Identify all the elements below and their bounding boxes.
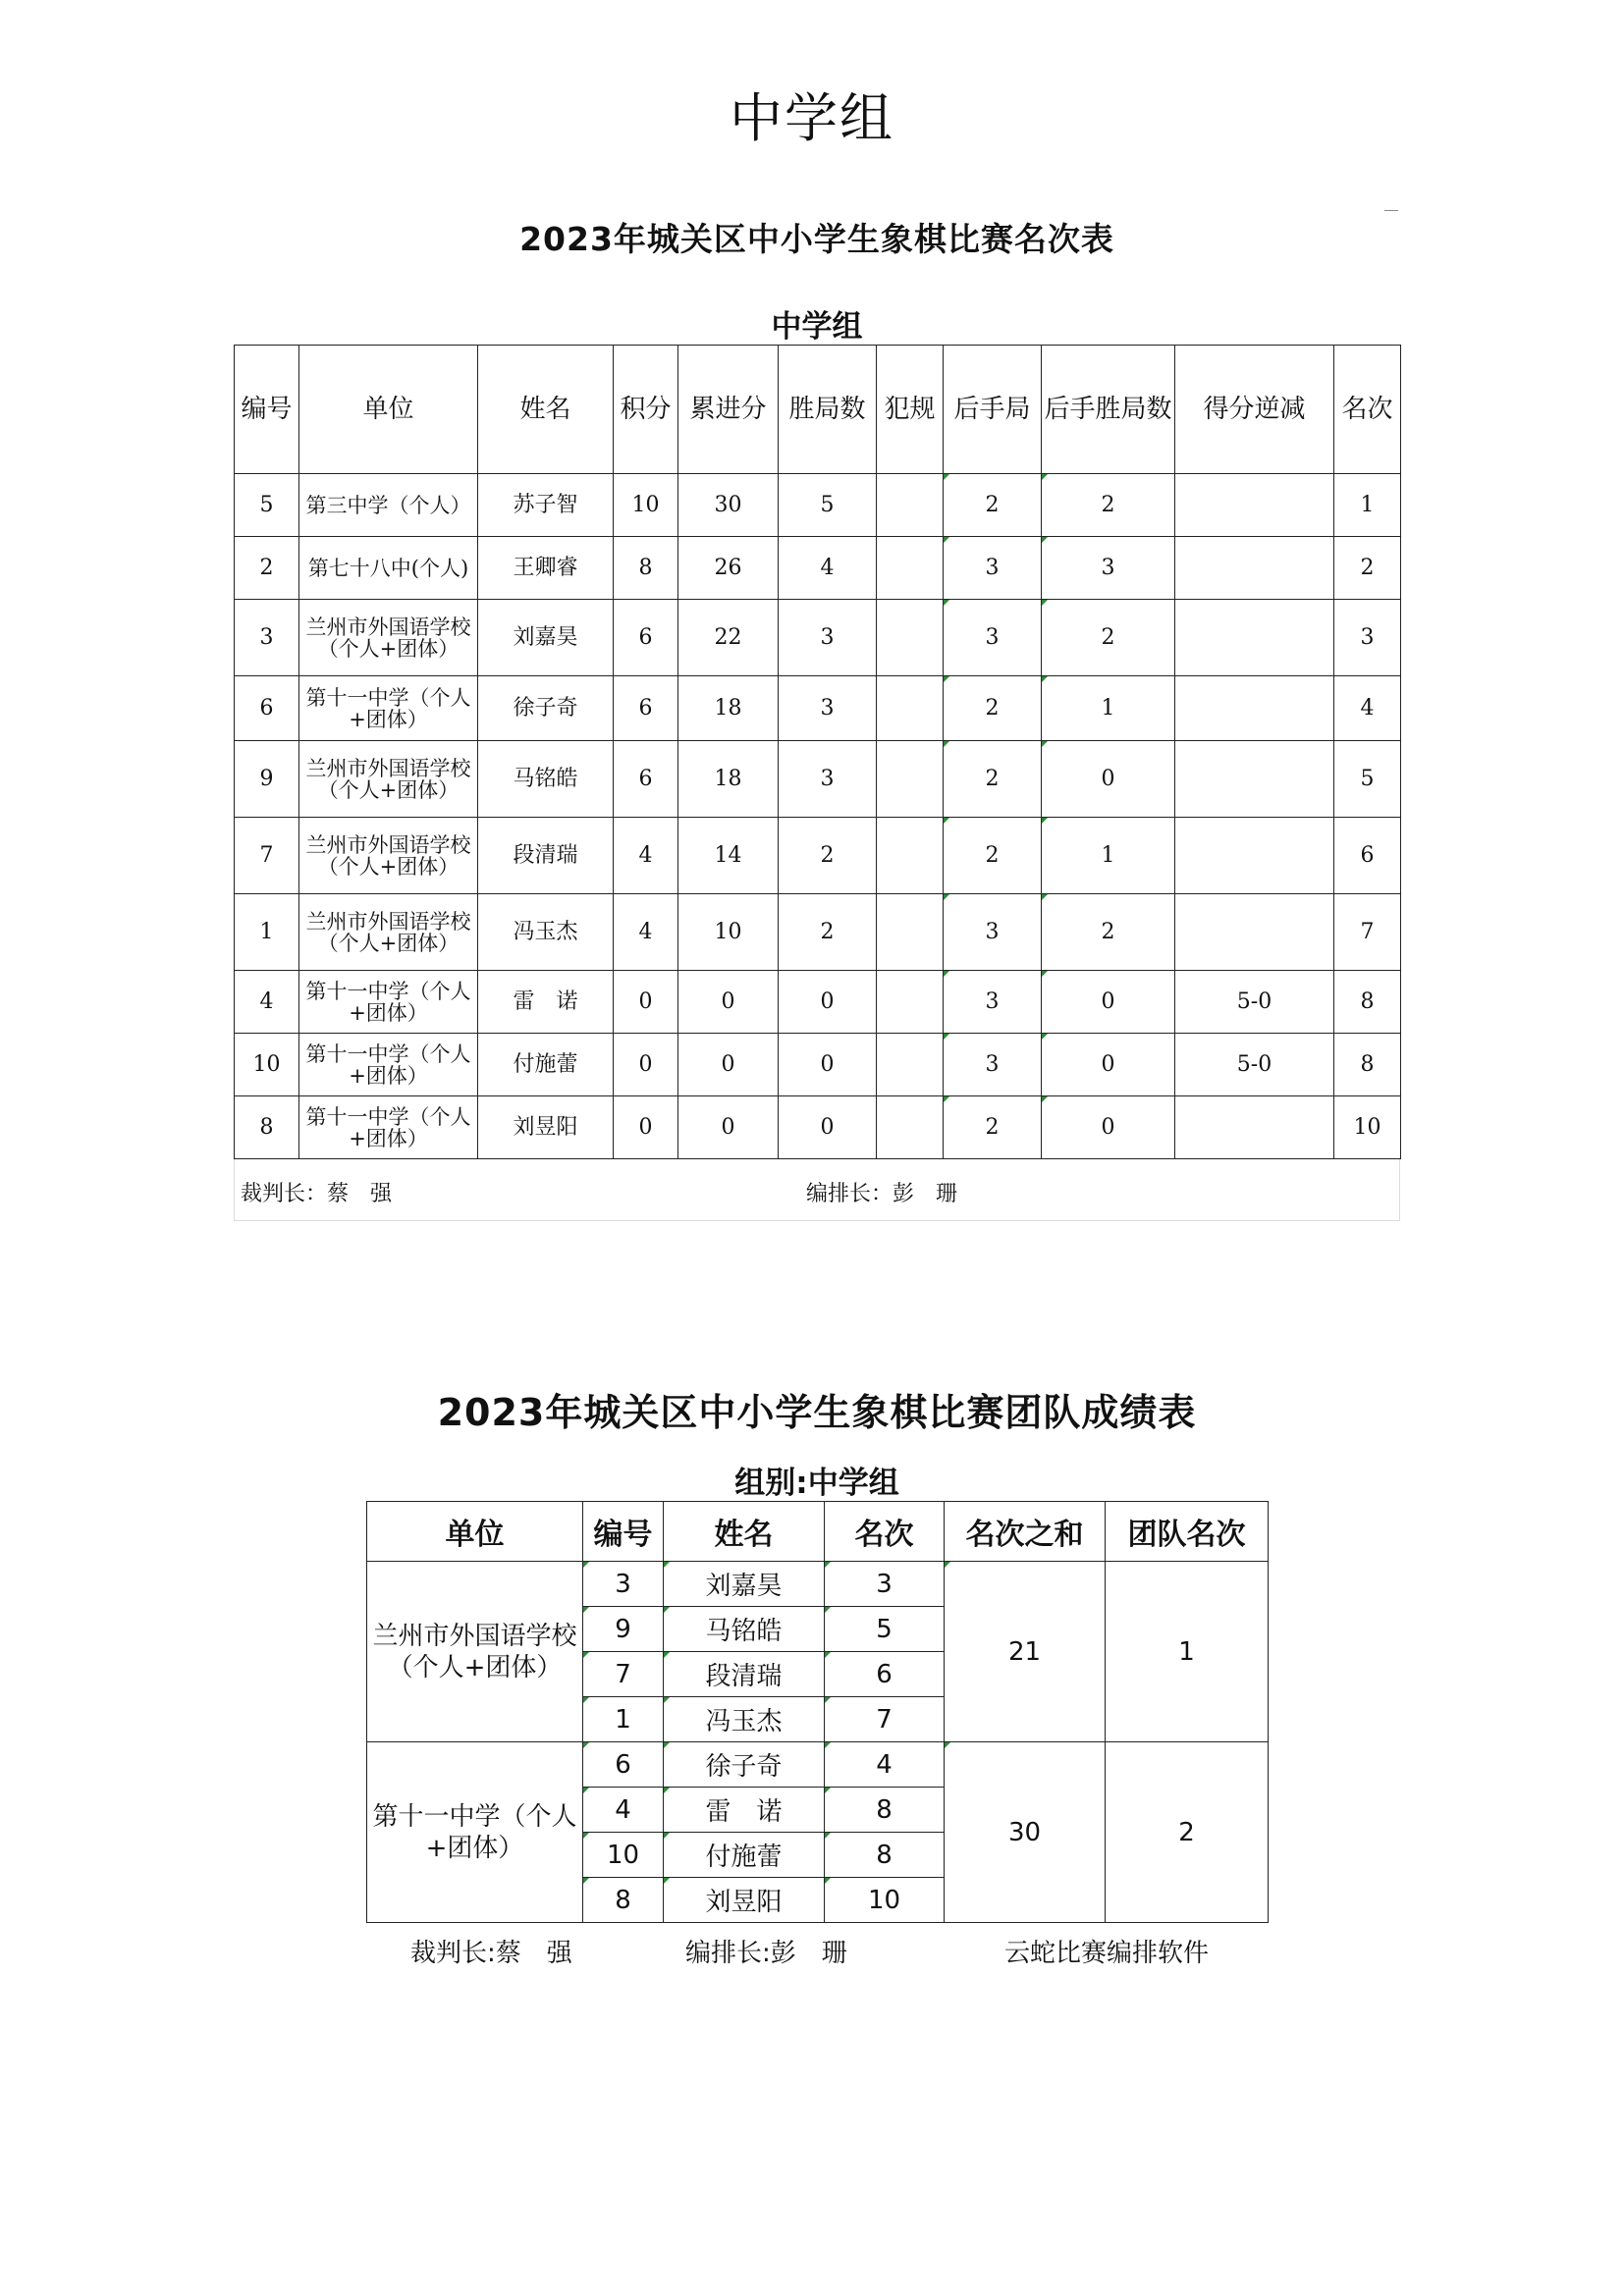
member-rank: 5: [825, 1607, 945, 1652]
rank-cell-name: 徐子奇: [478, 676, 614, 741]
header-cell: 单位: [367, 1502, 583, 1562]
rank-cell-wins: 0: [779, 971, 877, 1034]
rank-cell-reverse: [1175, 474, 1334, 537]
rank-cell-score: 8: [614, 537, 678, 600]
rank-cell-name: 冯玉杰: [478, 894, 614, 971]
rank-cell-score: 6: [614, 600, 678, 676]
rank-cell-reverse: [1175, 676, 1334, 741]
rank-cell-reverse: 5-0: [1175, 1034, 1334, 1096]
rank-row: [235, 818, 1401, 894]
team-table-title: 2023年城关区中小学生象棋比赛团队成绩表: [437, 1391, 1197, 1434]
rank-cell-name: 王卿睿: [478, 537, 614, 600]
rank-cell-reverse: [1175, 537, 1334, 600]
rank-cell-black: 3: [944, 894, 1042, 971]
rank-cell-wins: 2: [779, 818, 877, 894]
rank-cell-black-wins: 0: [1042, 971, 1175, 1034]
rank-cell-reverse: [1175, 818, 1334, 894]
rank-cell-score: 4: [614, 894, 678, 971]
header-cell: 犯规: [877, 346, 944, 474]
rank-cell-cum: 18: [678, 676, 779, 741]
header-cell: 得分逆减: [1175, 346, 1334, 474]
member-rank: 10: [825, 1878, 945, 1923]
rank-table: [234, 345, 1401, 1159]
rank-cell-unit: 第十一中学（个人+团体）: [299, 971, 478, 1034]
member-name: 徐子奇: [664, 1742, 825, 1788]
rank-cell-score: 0: [614, 971, 678, 1034]
rank-table-title: 2023年城关区中小学生象棋比赛名次表: [519, 220, 1114, 258]
rank-cell-foul: [877, 894, 944, 971]
rank-cell-cum: 30: [678, 474, 779, 537]
member-no: 1: [583, 1697, 664, 1742]
member-name: 马铭皓: [664, 1607, 825, 1652]
rank-cell-cum: 22: [678, 600, 779, 676]
rank-cell-wins: 3: [779, 741, 877, 818]
team-table-header-row: [367, 1502, 1269, 1562]
team-member-row: [367, 1562, 1269, 1607]
rank-cell-black-wins: 0: [1042, 741, 1175, 818]
rank-cell-rank: 1: [1334, 474, 1401, 537]
header-cell: 姓名: [664, 1502, 825, 1562]
member-name: 付施蕾: [664, 1833, 825, 1878]
rank-cell-score: 6: [614, 741, 678, 818]
team-rank-sum: 30: [945, 1742, 1106, 1923]
chief-arranger: 编排长：彭 珊: [806, 1182, 958, 1206]
rank-row: [235, 474, 1401, 537]
rank-cell-name: 苏子智: [478, 474, 614, 537]
member-name: 冯玉杰: [664, 1697, 825, 1742]
rank-cell-no: 9: [235, 741, 299, 818]
rank-cell-foul: [877, 474, 944, 537]
rank-cell-no: 10: [235, 1034, 299, 1096]
rank-cell-rank: 7: [1334, 894, 1401, 971]
rank-cell-name: 付施蕾: [478, 1034, 614, 1096]
rank-cell-reverse: [1175, 1096, 1334, 1159]
rank-cell-black: 2: [944, 474, 1042, 537]
rank-cell-foul: [877, 971, 944, 1034]
team-table-group: 组别:中学组: [734, 1466, 899, 1501]
rank-cell-black-wins: 1: [1042, 676, 1175, 741]
rank-cell-foul: [877, 741, 944, 818]
rank-cell-foul: [877, 1034, 944, 1096]
rank-table-group: 中学组: [771, 309, 863, 345]
rank-cell-no: 6: [235, 676, 299, 741]
rank-row: [235, 741, 1401, 818]
rank-cell-cum: 14: [678, 818, 779, 894]
rank-table-footer: [234, 1159, 1400, 1221]
header-cell: 后手局: [944, 346, 1042, 474]
rank-cell-score: 6: [614, 676, 678, 741]
chief-judge: 裁判长:蔡 强: [410, 1939, 572, 1968]
member-no: 10: [583, 1833, 664, 1878]
header-cell: 胜局数: [779, 346, 877, 474]
header-cell: 编号: [235, 346, 299, 474]
member-no: 8: [583, 1878, 664, 1923]
rank-cell-foul: [877, 600, 944, 676]
rank-cell-cum: 26: [678, 537, 779, 600]
rank-cell-no: 1: [235, 894, 299, 971]
rank-cell-rank: 10: [1334, 1096, 1401, 1159]
rank-cell-no: 7: [235, 818, 299, 894]
member-no: 9: [583, 1607, 664, 1652]
rank-cell-name: 马铭皓: [478, 741, 614, 818]
header-cell: 累进分: [678, 346, 779, 474]
rank-cell-black: 2: [944, 818, 1042, 894]
rank-cell-unit: 第十一中学（个人+团体）: [299, 676, 478, 741]
member-name: 刘嘉昊: [664, 1562, 825, 1607]
rank-cell-score: 4: [614, 818, 678, 894]
rank-cell-score: 10: [614, 474, 678, 537]
rank-cell-wins: 0: [779, 1096, 877, 1159]
header-cell: 单位: [299, 346, 478, 474]
member-rank: 6: [825, 1652, 945, 1697]
team-rank: 1: [1106, 1562, 1269, 1742]
team-rank: 2: [1106, 1742, 1269, 1923]
rank-cell-cum: 10: [678, 894, 779, 971]
rank-cell-cum: 18: [678, 741, 779, 818]
rank-row: [235, 1096, 1401, 1159]
rank-cell-unit: 兰州市外国语学校（个人+团体）: [299, 741, 478, 818]
rank-cell-reverse: [1175, 741, 1334, 818]
header-cell: 编号: [583, 1502, 664, 1562]
rank-cell-unit: 兰州市外国语学校（个人+团体）: [299, 894, 478, 971]
member-rank: 4: [825, 1742, 945, 1788]
rank-cell-black-wins: 0: [1042, 1096, 1175, 1159]
rank-cell-unit: 第七十八中(个人): [299, 537, 478, 600]
rank-cell-wins: 3: [779, 600, 877, 676]
rank-cell-rank: 8: [1334, 1034, 1401, 1096]
rank-row: [235, 537, 1401, 600]
rank-cell-no: 5: [235, 474, 299, 537]
rank-cell-foul: [877, 1096, 944, 1159]
rank-cell-no: 8: [235, 1096, 299, 1159]
rank-row: [235, 894, 1401, 971]
member-rank: 3: [825, 1562, 945, 1607]
rank-cell-cum: 0: [678, 1034, 779, 1096]
rank-cell-black: 3: [944, 1034, 1042, 1096]
team-table-body: [367, 1562, 1269, 1923]
rank-cell-no: 2: [235, 537, 299, 600]
member-name: 段清瑞: [664, 1652, 825, 1697]
member-name: 刘昱阳: [664, 1878, 825, 1923]
team-unit: 第十一中学（个人+团体）: [367, 1742, 583, 1923]
rank-cell-black: 3: [944, 600, 1042, 676]
header-cell: 名次: [825, 1502, 945, 1562]
rank-cell-cum: 0: [678, 971, 779, 1034]
page-title: 中学组: [730, 87, 894, 149]
rank-cell-reverse: 5-0: [1175, 971, 1334, 1034]
rank-row: [235, 1034, 1401, 1096]
rank-table-section: [234, 196, 1400, 1221]
rank-cell-name: 雷 诺: [478, 971, 614, 1034]
rank-cell-black: 3: [944, 971, 1042, 1034]
rank-cell-unit: 兰州市外国语学校（个人+团体）: [299, 818, 478, 894]
rank-cell-score: 0: [614, 1096, 678, 1159]
rank-cell-wins: 5: [779, 474, 877, 537]
rank-cell-black: 3: [944, 537, 1042, 600]
member-no: 4: [583, 1788, 664, 1833]
member-rank: 8: [825, 1788, 945, 1833]
rank-cell-unit: 第十一中学（个人+团体）: [299, 1034, 478, 1096]
rank-row: [235, 971, 1401, 1034]
rank-row: [235, 600, 1401, 676]
corner-mark: [1384, 210, 1398, 211]
team-rank-sum: 21: [945, 1562, 1106, 1742]
rank-cell-foul: [877, 818, 944, 894]
rank-cell-black-wins: 2: [1042, 894, 1175, 971]
header-cell: 名次: [1334, 346, 1401, 474]
rank-cell-black-wins: 0: [1042, 1034, 1175, 1096]
rank-cell-rank: 8: [1334, 971, 1401, 1034]
rank-cell-black: 2: [944, 676, 1042, 741]
rank-cell-rank: 2: [1334, 537, 1401, 600]
rank-cell-wins: 3: [779, 676, 877, 741]
rank-cell-reverse: [1175, 600, 1334, 676]
software-credit: 云蛇比赛编排软件: [1004, 1939, 1210, 1968]
header-cell: 名次之和: [945, 1502, 1106, 1562]
rank-cell-cum: 0: [678, 1096, 779, 1159]
header-cell: 团队名次: [1106, 1502, 1269, 1562]
rank-cell-name: 刘昱阳: [478, 1096, 614, 1159]
team-table-section: [366, 1382, 1268, 1972]
member-name: 雷 诺: [664, 1788, 825, 1833]
rank-cell-wins: 0: [779, 1034, 877, 1096]
rank-cell-foul: [877, 676, 944, 741]
rank-cell-reverse: [1175, 894, 1334, 971]
team-table-footer: [366, 1923, 1268, 1972]
header-cell: 积分: [614, 346, 678, 474]
rank-cell-black: 2: [944, 1096, 1042, 1159]
rank-cell-unit: 兰州市外国语学校（个人+团体）: [299, 600, 478, 676]
rank-cell-rank: 6: [1334, 818, 1401, 894]
rank-cell-black-wins: 3: [1042, 537, 1175, 600]
rank-cell-unit: 第三中学（个人）: [299, 474, 478, 537]
rank-row: [235, 676, 1401, 741]
rank-cell-score: 0: [614, 1034, 678, 1096]
team-member-row: [367, 1742, 1269, 1788]
rank-table-header-row: [235, 346, 1401, 474]
rank-cell-black: 2: [944, 741, 1042, 818]
rank-cell-no: 4: [235, 971, 299, 1034]
rank-cell-name: 段清瑞: [478, 818, 614, 894]
rank-cell-name: 刘嘉昊: [478, 600, 614, 676]
rank-cell-foul: [877, 537, 944, 600]
rank-table-body: [235, 474, 1401, 1159]
team-unit: 兰州市外国语学校（个人+团体）: [367, 1562, 583, 1742]
member-no: 6: [583, 1742, 664, 1788]
rank-cell-rank: 5: [1334, 741, 1401, 818]
rank-cell-black-wins: 1: [1042, 818, 1175, 894]
header-cell: 姓名: [478, 346, 614, 474]
member-no: 3: [583, 1562, 664, 1607]
rank-cell-no: 3: [235, 600, 299, 676]
rank-cell-unit: 第十一中学（个人+团体）: [299, 1096, 478, 1159]
rank-cell-wins: 2: [779, 894, 877, 971]
chief-judge: 裁判长：蔡 强: [241, 1182, 393, 1206]
member-rank: 8: [825, 1833, 945, 1878]
rank-cell-wins: 4: [779, 537, 877, 600]
team-table: [366, 1501, 1269, 1923]
member-no: 7: [583, 1652, 664, 1697]
rank-cell-black-wins: 2: [1042, 474, 1175, 537]
rank-cell-rank: 4: [1334, 676, 1401, 741]
rank-cell-black-wins: 2: [1042, 600, 1175, 676]
rank-cell-rank: 3: [1334, 600, 1401, 676]
chief-arranger: 编排长:彭 珊: [685, 1939, 847, 1968]
member-rank: 7: [825, 1697, 945, 1742]
header-cell: 后手胜局数: [1042, 346, 1175, 474]
